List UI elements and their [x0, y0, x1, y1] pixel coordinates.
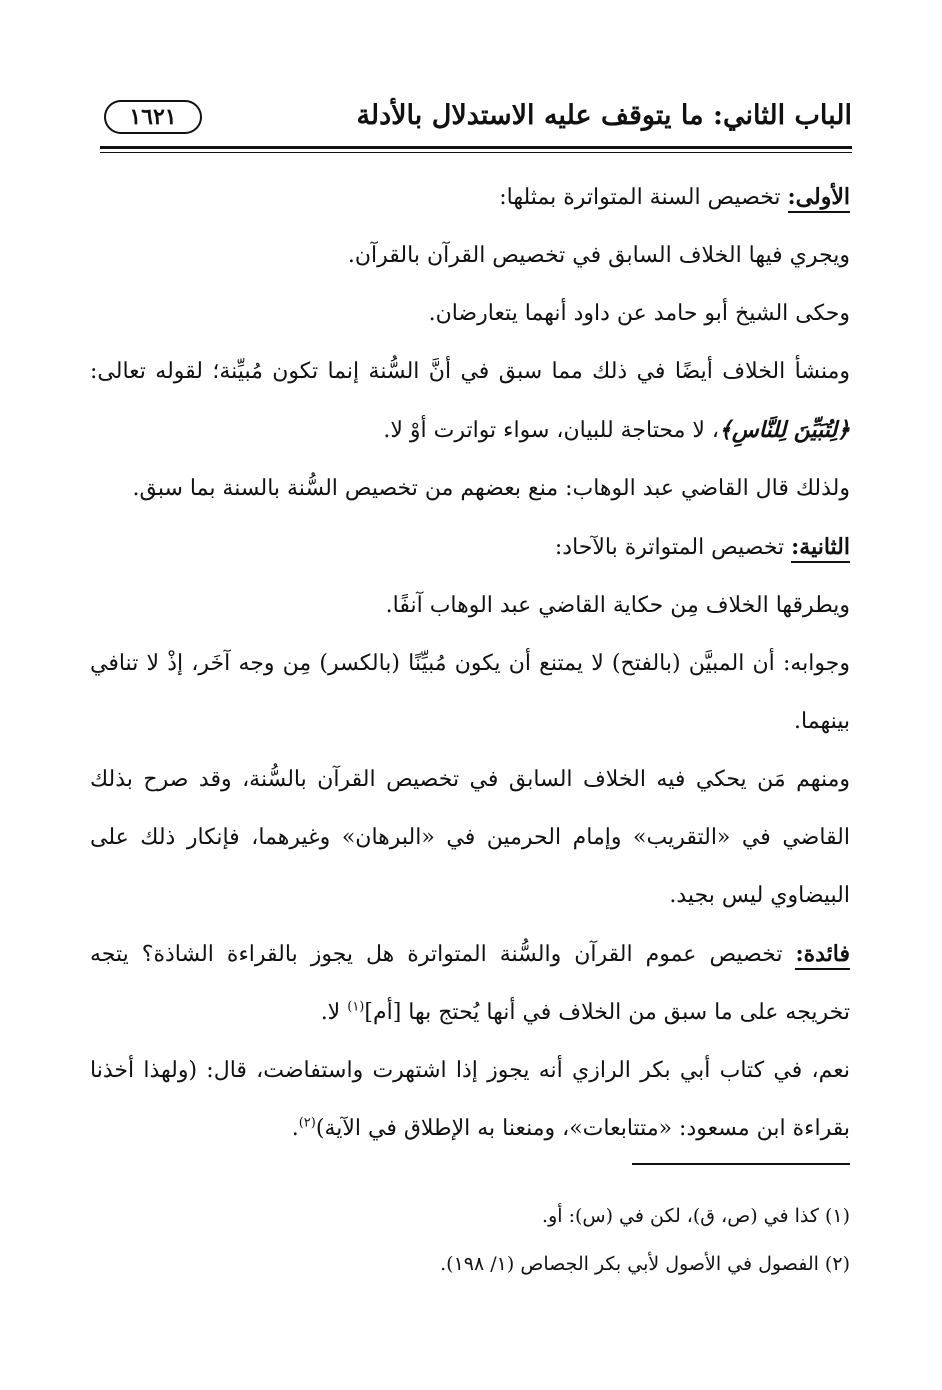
- main-text: [90, 168, 850, 1158]
- benefit-text-before: تخصيص عموم القرآن والسُّنة المتواترة هل يجوز بالقراءة الشاذة؟ يتجه تخريجه على ما سبق من الخلاف في أنها يُحتج بها [أم]: [90, 942, 850, 1025]
- second-case-text: تخصيص المتواترة بالآحاد:: [554, 535, 792, 560]
- origin-text-after: ، لا محتاجة للبيان، سواء تواترت أوْ لا.: [383, 418, 719, 443]
- razi-text-after: .: [291, 1116, 299, 1141]
- abd-al-wahhab-text: ولذلك قال القاضي عبد الوهاب: منع بعضهم من تخصيص السُّنة بالسنة بما سبق.: [132, 476, 850, 501]
- footnote-2: (٢) الفصول في الأصول لأبي بكر الجصاص (١/ ١٩٨).: [440, 1253, 850, 1275]
- paragraph-razi: [90, 1042, 850, 1158]
- footnote-1: (١) كذا في (ص، ق)، لكن في (س): أو.: [542, 1205, 850, 1227]
- answer-text: وجوابه: أن المبيَّن (بالفتح) لا يمتنع أن يكون مُبيِّنًا (بالكسر) مِن وجه آخَر، إذْ لا تنافي بينهما.: [90, 651, 850, 734]
- footnote-separator: [632, 1163, 850, 1165]
- first-case-heading: الأولى:: [788, 184, 850, 213]
- page-number: ١٦٢١: [104, 100, 202, 134]
- benefit-heading: فائدة:: [795, 941, 850, 970]
- others-text: ومنهم مَن يحكي فيه الخلاف السابق في تخصيص القرآن بالسُّنة، وقد صرح بذلك القاضي في «التقريب» وإمام الحرمين في «البرهان» وغيرهما، فإنكار ذلك على البيضاوي ليس بجيد.: [90, 767, 850, 908]
- paragraph-second-disagreement: [90, 577, 850, 635]
- paragraph-abu-hamid: [90, 285, 850, 343]
- paragraph-disagreement: [90, 227, 850, 285]
- footnote-ref-2: (٢): [298, 1115, 316, 1131]
- header-rule-thick: [100, 146, 852, 149]
- paragraph-first-case: [90, 168, 850, 227]
- footnotes: [90, 1192, 850, 1288]
- paragraph-answer: [90, 635, 850, 751]
- second-case-heading: الثانية:: [791, 534, 850, 563]
- paragraph-second-case: [90, 518, 850, 577]
- quran-quote: ﴿لِتُبَيِّنَ لِلنَّاسِ﴾: [719, 417, 850, 443]
- chapter-title: الباب الثاني: ما يتوقف عليه الاستدلال بالأدلة: [356, 100, 852, 131]
- footnote-ref-1: (١): [347, 999, 365, 1015]
- razi-text-before: نعم، في كتاب أبي بكر الرازي أنه يجوز إذا اشتهرت واستفاضت، قال: (ولهذا أخذنا بقراءة ابن مسعود: «متتابعات»، ومنعنا به الإطلاق في الآية): [90, 1058, 851, 1141]
- paragraph-origin: [90, 343, 850, 460]
- origin-text-before: ومنشأ الخلاف أيضًا في ذلك مما سبق في أنَّ السُّنة إنما تكون مُبيِّنة؛ لقوله تعالى:: [90, 359, 850, 384]
- second-disagreement-text: ويطرقها الخلاف مِن حكاية القاضي عبد الوهاب آنفًا.: [385, 593, 850, 618]
- first-case-text: تخصيص السنة المتواترة بمثلها:: [499, 185, 788, 210]
- header-rule-thin: [100, 152, 852, 153]
- page-header: [100, 92, 852, 150]
- disagreement-text: ويجري فيها الخلاف السابق في تخصيص القرآن بالقرآن.: [347, 243, 850, 268]
- abu-hamid-text: وحكى الشيخ أبو حامد عن داود أنهما يتعارضان.: [428, 301, 850, 326]
- paragraph-others: [90, 751, 850, 925]
- benefit-text-after: لا.: [320, 1000, 348, 1025]
- paragraph-abd-al-wahhab: [90, 460, 850, 518]
- paragraph-benefit: [90, 925, 850, 1042]
